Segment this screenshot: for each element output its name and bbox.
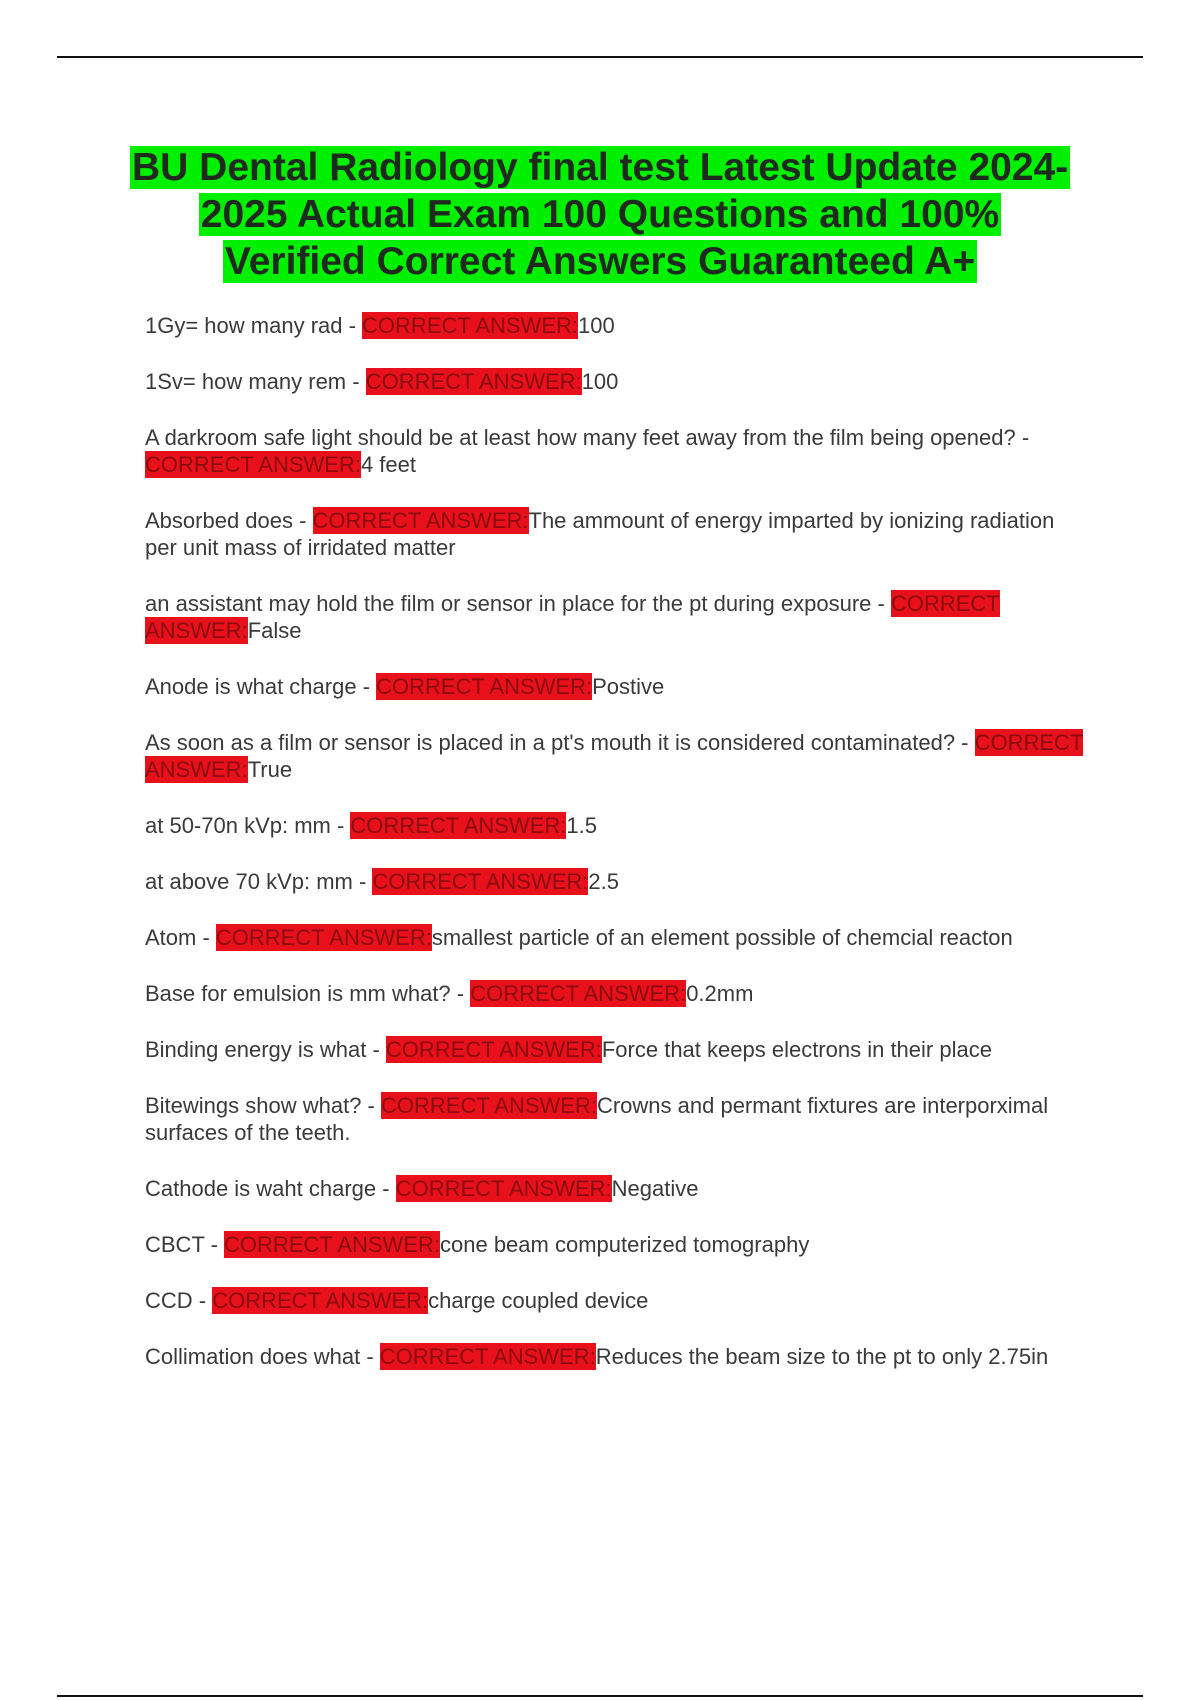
qa-answer: Postive (592, 674, 665, 699)
correct-answer-label: CORRECT ANSWER: (350, 813, 567, 838)
qa-item (145, 507, 1090, 561)
qa-question: Base for emulsion is mm what? - (145, 981, 471, 1006)
qa-answer: 100 (578, 313, 615, 338)
qa-question: at 50-70n kVp: mm - (145, 813, 351, 838)
correct-answer-label: CORRECT ANSWER: (212, 1288, 429, 1313)
qa-question: As soon as a film or sensor is placed in a pt's mouth it is considered contaminated? - (145, 730, 975, 755)
qa-item (145, 590, 1090, 644)
correct-answer-label: CORRECT ANSWER: (145, 730, 1084, 782)
qa-question: Anode is what charge - (145, 674, 377, 699)
correct-answer-label: CORRECT ANSWER: (395, 1176, 612, 1201)
qa-question: A darkroom safe light should be at least how many feet away from the film being opened? - (145, 425, 1030, 450)
correct-answer-label: CORRECT ANSWER: (215, 925, 432, 950)
qa-item (145, 1231, 1090, 1258)
qa-item (145, 1287, 1090, 1314)
qa-item (145, 1036, 1090, 1063)
qa-answer: 1.5 (566, 813, 597, 838)
qa-answer: Negative (611, 1176, 699, 1201)
qa-answer: True (247, 757, 293, 782)
qa-item (145, 812, 1090, 839)
correct-answer-label: CORRECT ANSWER: (362, 313, 578, 338)
correct-answer-label: CORRECT ANSWER: (365, 369, 582, 394)
qa-question: 1Sv= how many rem - (145, 369, 366, 394)
correct-answer-label: CORRECT ANSWER: (312, 508, 529, 533)
qa-answer: 0.2mm (686, 981, 754, 1006)
correct-answer-label: CORRECT ANSWER: (145, 452, 361, 477)
correct-answer-label: CORRECT ANSWER: (381, 1093, 597, 1118)
qa-answer: The ammount of energy imparted by ionizing radiation per unit mass of irridated matter (145, 508, 1055, 560)
qa-item (145, 868, 1090, 895)
qa-question: Collimation does what - (145, 1344, 380, 1369)
qa-item (145, 729, 1090, 783)
qa-answer: cone beam computerized tomography (440, 1232, 810, 1257)
correct-answer-label: CORRECT ANSWER: (376, 674, 593, 699)
qa-answer: Crowns and permant fixtures are interporximal surfaces of the teeth. (145, 1093, 1049, 1145)
qa-list (145, 312, 1090, 1399)
qa-question: Atom - (145, 925, 216, 950)
qa-item (145, 924, 1090, 951)
header-rule (57, 56, 1143, 58)
qa-item (145, 368, 1090, 395)
correct-answer-label: CORRECT ANSWER: (470, 981, 687, 1006)
qa-item (145, 1092, 1090, 1146)
qa-question: at above 70 kVp: mm - (145, 869, 373, 894)
qa-question: Cathode is waht charge - (145, 1176, 396, 1201)
qa-answer: Force that keeps electrons in their place (601, 1037, 992, 1062)
qa-item (145, 424, 1090, 478)
qa-answer: False (247, 618, 302, 643)
qa-item (145, 1175, 1090, 1202)
correct-answer-label: CORRECT ANSWER: (224, 1232, 440, 1257)
qa-answer: Reduces the beam size to the pt to only 2.75in (595, 1344, 1049, 1369)
qa-answer: 4 feet (360, 452, 416, 477)
qa-question: Binding energy is what - (145, 1037, 386, 1062)
qa-item (145, 312, 1090, 339)
qa-question: CCD - (145, 1288, 213, 1313)
correct-answer-label: CORRECT ANSWER: (379, 1344, 596, 1369)
qa-answer: 100 (581, 369, 619, 394)
qa-question: an assistant may hold the film or sensor in place for the pt during exposure - (145, 591, 891, 616)
qa-answer: charge coupled device (428, 1288, 649, 1313)
qa-question: CBCT - (145, 1232, 225, 1257)
qa-answer: smallest particle of an element possible of chemcial reacton (431, 925, 1013, 950)
correct-answer-label: CORRECT ANSWER: (372, 869, 589, 894)
title-block (130, 144, 1070, 285)
qa-answer: 2.5 (588, 869, 619, 894)
qa-question: Absorbed does - (145, 508, 313, 533)
document-title: BU Dental Radiology final test Latest Update 2024-2025 Actual Exam 100 Questions and 100% Verified Correct Answers Guaranteed A+ (132, 146, 1069, 283)
correct-answer-label: CORRECT ANSWER: (385, 1037, 602, 1062)
qa-item (145, 1343, 1090, 1370)
correct-answer-label: CORRECT ANSWER: (145, 591, 1000, 643)
qa-question: 1Gy= how many rad - (145, 313, 363, 338)
footer-rule (57, 1695, 1143, 1697)
qa-question: Bitewings show what? - (145, 1093, 381, 1118)
qa-item (145, 673, 1090, 700)
qa-item (145, 980, 1090, 1007)
